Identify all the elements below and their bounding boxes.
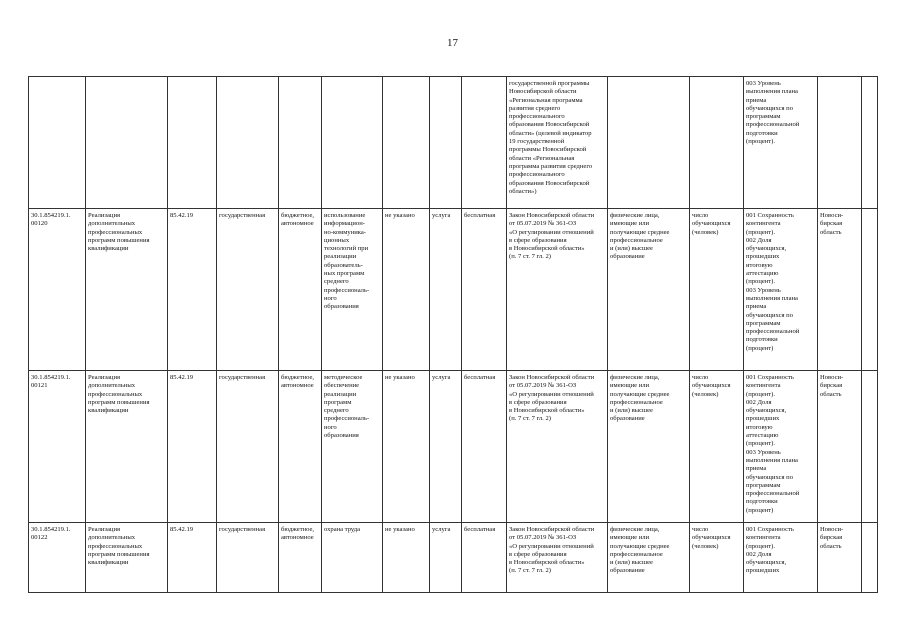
okved-code: 85.42.19 [170,526,194,533]
cell-region [818,523,862,593]
region-text: Новоси- бирская область [820,374,844,398]
table-row [29,371,878,523]
payment-text: бесплатная [464,374,496,381]
condition-text: не указано [385,526,415,533]
consumers-text: физические лица, имеющие или получающие среднее профессиональное и (или) высшее образование [610,212,670,261]
legal-basis-text: Закон Новосибирской области от 05.07.2019 № 361-ОЗ «О регулировании отношений в сфере образования в Новосибирской области» (п. 7 ст. 7 гл. 2) [509,374,595,423]
cell-extra [862,523,878,593]
service-code: 30.1.854219.1. 00121 [31,374,71,390]
table-row [29,209,878,371]
cell-payment [462,209,507,371]
cell-content [322,209,383,371]
services-registry-table [28,76,878,593]
payment-text: бесплатная [464,526,496,533]
indicators-text: 001 Сохранность контингента (процент). 002 Доля обучающихся, прошедших [746,526,794,575]
cell-kind [430,523,462,593]
legal-basis-text: Закон Новосибирской области от 05.07.2019 № 361-ОЗ «О регулировании отношений в сфере образования в Новосибирской области» (п. 7 ст. 7 гл. 2) [509,526,595,575]
volume-text: число обучающихся (человек) [692,526,731,550]
cell-content [322,371,383,523]
cell-extra [862,77,878,209]
cell-consumers [608,523,690,593]
cell-indicators [744,209,818,371]
cell-ownership [217,371,279,523]
cell-legal-basis [507,523,608,593]
volume-text: число обучающихся (человек) [692,212,731,236]
condition-text: не указано [385,212,415,219]
cell-extra [862,209,878,371]
cell-content [322,523,383,593]
page-number: 17 [447,37,458,49]
service-name: Реализация дополнительных профессиональных программ повышения квалификации [88,526,150,567]
service-name: Реализация дополнительных профессиональных программ повышения квалификации [88,374,150,415]
cell-payment [462,523,507,593]
legal-basis-text: Закон Новосибирской области от 05.07.2019 № 361-ОЗ «О регулировании отношений в сфере образования в Новосибирской области» (п. 7 ст. 7 гл. 2) [509,212,595,261]
cell-indicators [744,523,818,593]
cell-volume [690,371,744,523]
cell-kind [430,77,462,209]
service-name: Реализация дополнительных профессиональных программ повышения квалификации [88,212,150,253]
cell-okved [168,523,217,593]
cell-code [29,371,86,523]
cell-okved [168,77,217,209]
cell-consumers [608,209,690,371]
indicators-text: 001 Сохранность контингента (процент). 002 Доля обучающихся, прошедших итоговую аттестацию (процент). 003 Уровень выполнения плана приема обучающихся по программам профессиональной подготовки (процент) [746,212,800,352]
cell-name [86,77,168,209]
cell-region [818,209,862,371]
indicators-text: 001 Сохранность контингента (процент). 002 Доля обучающихся, прошедших итоговую аттестацию (процент). 003 Уровень выполнения плана приема обучающихся по программам профессиональной подготовки (процент) [746,374,800,514]
okved-code: 85.42.19 [170,374,194,381]
consumers-text: физические лица, имеющие или получающие среднее профессиональное и (или) высшее образование [610,374,670,423]
cell-name [86,523,168,593]
ownership-text: государственная [219,526,266,533]
cell-volume [690,209,744,371]
cell-okved [168,209,217,371]
service-code: 30.1.854219.1. 00120 [31,212,71,228]
cell-payment [462,371,507,523]
legal-basis-text: государственной программы Новосибирской области «Региональная программа развития среднего профессионального образования Новосибирской области» (целевой индикатор 19 государственной программы Новосибирской области «Региональная программа развития среднего профессионального образования Новосибирской области») [509,80,593,195]
cell-institution-type [279,371,322,523]
cell-institution-type [279,523,322,593]
cell-legal-basis [507,209,608,371]
cell-region [818,371,862,523]
payment-text: бесплатная [464,212,496,219]
service-code: 30.1.854219.1. 00122 [31,526,71,542]
cell-kind [430,371,462,523]
cell-volume [690,77,744,209]
cell-condition [383,209,430,371]
cell-legal-basis [507,371,608,523]
consumers-text: физические лица, имеющие или получающие среднее профессиональное и (или) высшее образование [610,526,670,575]
content-text: методическое обеспечение реализации программ среднего профессиональ- ного образования [324,374,370,440]
cell-condition [383,77,430,209]
cell-ownership [217,77,279,209]
cell-condition [383,523,430,593]
cell-volume [690,523,744,593]
cell-content [322,77,383,209]
region-text: Новоси- бирская область [820,212,844,236]
cell-ownership [217,209,279,371]
cell-institution-type [279,77,322,209]
cell-ownership [217,523,279,593]
content-text: охрана труда [324,526,361,533]
cell-name [86,371,168,523]
kind-text: услуга [432,526,451,533]
cell-indicators [744,371,818,523]
cell-code [29,523,86,593]
table-row-continuation [29,77,878,209]
institution-type-text: бюджетное, автономное [281,374,315,390]
cell-code [29,209,86,371]
condition-text: не указано [385,374,415,381]
cell-indicators [744,77,818,209]
institution-type-text: бюджетное, автономное [281,212,315,228]
cell-payment [462,77,507,209]
cell-code [29,77,86,209]
kind-text: услуга [432,212,451,219]
table-row [29,523,878,593]
cell-condition [383,371,430,523]
cell-consumers [608,371,690,523]
cell-region [818,77,862,209]
region-text: Новоси- бирская область [820,526,844,550]
ownership-text: государственная [219,212,266,219]
ownership-text: государственная [219,374,266,381]
cell-okved [168,371,217,523]
cell-consumers [608,77,690,209]
content-text: использование информацион- но-коммуника- ционных технологий при реализации образователь- ных программ среднего профессиональ- ного образования [324,212,370,311]
cell-legal-basis [507,77,608,209]
indicators-text: 003 Уровень выполнения плана приема обучающихся по программам профессиональной подготовки (процент). [746,80,800,146]
cell-extra [862,371,878,523]
cell-institution-type [279,209,322,371]
institution-type-text: бюджетное, автономное [281,526,315,542]
okved-code: 85.42.19 [170,212,194,219]
cell-name [86,209,168,371]
cell-kind [430,209,462,371]
kind-text: услуга [432,374,451,381]
volume-text: число обучающихся (человек) [692,374,731,398]
